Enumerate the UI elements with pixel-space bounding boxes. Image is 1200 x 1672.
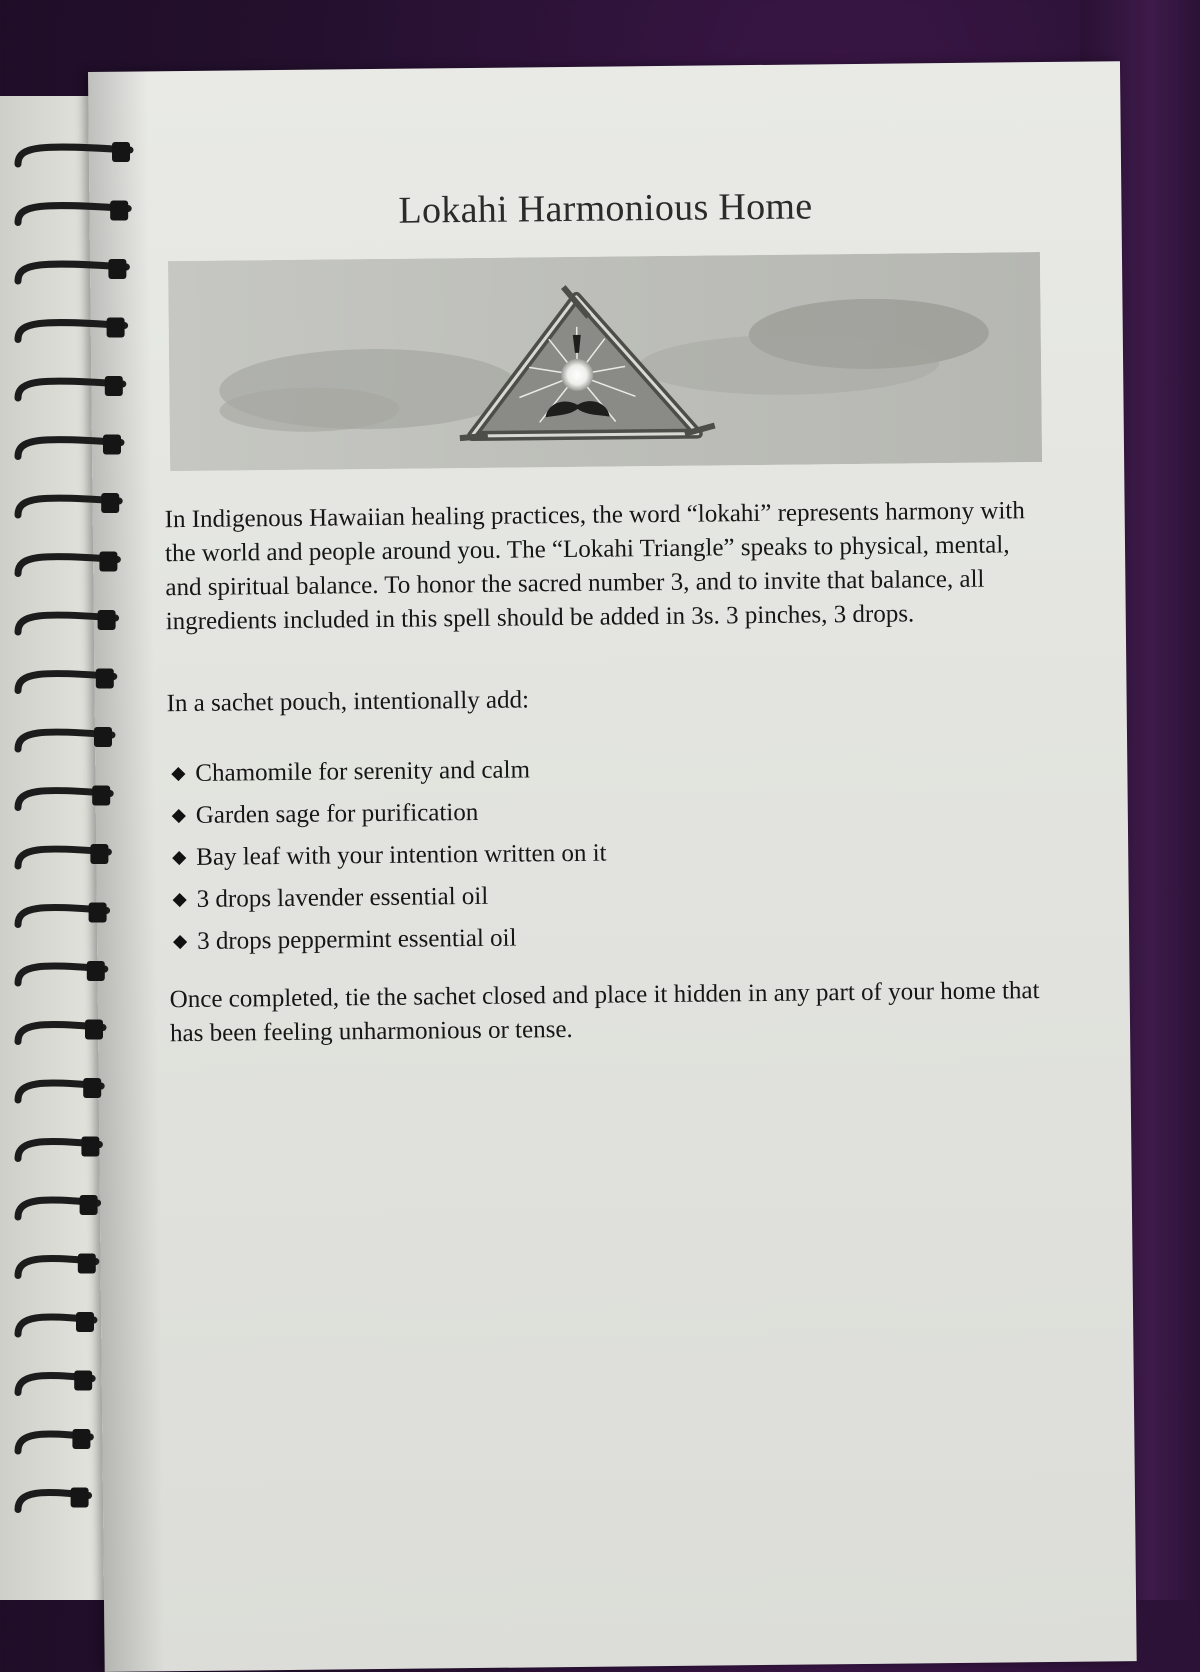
ingredient-text: Chamomile for serenity and calm (195, 756, 531, 787)
binding-hole (101, 493, 119, 513)
diamond-bullet-icon (171, 767, 185, 781)
ingredient-text: Bay leaf with your intention written on it (196, 839, 607, 871)
binding-hole (92, 786, 110, 806)
list-item (169, 912, 1049, 963)
notebook-page (88, 61, 1137, 1672)
binding-hole (98, 610, 116, 630)
ingredient-text: 3 drops lavender essential oil (196, 882, 489, 913)
binding-hole (96, 669, 114, 689)
lokahi-triangle-icon (168, 252, 1042, 471)
binding-hole (99, 552, 117, 572)
binding-hole (78, 1254, 96, 1274)
binding-hole (87, 961, 105, 981)
binding-hole (103, 435, 121, 455)
ingredients-lead: In a sachet pouch, intentionally add: (166, 686, 530, 718)
closing-paragraph: Once completed, tie the sachet closed and place it hidden in any part of your home that has been feeling unharmonious or tense. (169, 977, 1040, 1048)
binding-hole (80, 1195, 98, 1215)
page-title: Lokahi Harmonious Home (398, 185, 813, 232)
binding-hole (81, 1137, 99, 1157)
binding-hole (89, 903, 107, 923)
binding-hole (85, 1020, 103, 1040)
diamond-bullet-icon (173, 935, 187, 949)
binding-hole (112, 142, 130, 162)
ingredient-text: Garden sage for purification (195, 798, 479, 829)
spiral-binding (0, 130, 150, 1550)
binding-hole (71, 1488, 89, 1508)
binding-hole (105, 376, 123, 396)
diamond-bullet-icon (172, 851, 186, 865)
intro-paragraph: In Indigenous Hawaiian healing practices, the word “lokahi” represents harmony with the world and people around you. The “Lokahi Triangle” speaks to physical, mental, and spiritual balance. To honor the sacred number 3, and to invite that balance, all ingredients included in this spell should be added in 3s. 3 pinches, 3 drops. (164, 497, 1025, 636)
diamond-bullet-icon (173, 893, 187, 907)
ingredient-text: 3 drops peppermint essential oil (196, 924, 517, 955)
binding-hole (107, 318, 125, 338)
banner-illustration (168, 252, 1042, 471)
binding-hole (90, 844, 108, 864)
binding-hole (110, 201, 128, 221)
binding-hole (74, 1371, 92, 1391)
binding-hole (83, 1078, 101, 1098)
binding-hole (76, 1312, 94, 1332)
binding-hole (72, 1429, 90, 1449)
diamond-bullet-icon (172, 809, 186, 823)
binding-hole (108, 259, 126, 279)
binding-hole (94, 727, 112, 747)
ingredient-list (167, 744, 1049, 963)
